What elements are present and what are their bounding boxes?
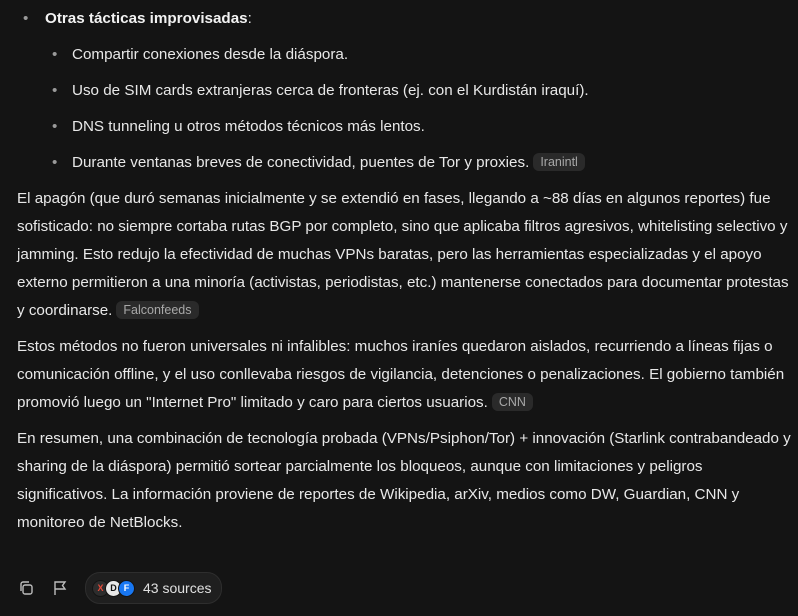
- source-pill-iranintl[interactable]: Iranintl: [533, 153, 585, 171]
- response-actions: [17, 572, 222, 604]
- bullet-dot: •: [52, 82, 58, 99]
- sub-list-item: [45, 113, 792, 141]
- bullet-improvised-tactics: [17, 5, 792, 177]
- paragraph-text: Estos métodos no fueron universales ni infalibles: muchos iraníes quedaron aislados, recurriendo a líneas fijas o comunicación offline, y el uso conllevaba riesgos de vigilancia, detenciones o penalizaciones. El gobierno también promovió luego un "Internet Pro" limitado y caro para ciertos usuarios.: [17, 338, 785, 411]
- bullet-dot: •: [52, 46, 58, 63]
- sources-button[interactable]: [85, 572, 222, 604]
- response-content: [17, 5, 792, 545]
- copy-icon[interactable]: [17, 579, 35, 597]
- sub-list-item: [45, 149, 792, 177]
- source-pill-falconfeeds[interactable]: Falconfeeds: [116, 301, 198, 319]
- sources-count-label: 43 sources: [143, 580, 212, 596]
- paragraph-blackout: [17, 185, 792, 325]
- sub-list: [45, 41, 792, 177]
- paragraph-text: El apagón (que duró semanas inicialmente y se extendió en fases, llegando a ~88 días en algunos reportes) fue sofisticado: no siempre cortaba rutas BGP por completo, sino que aplicaba filtros agresivos, whitelisting selectivo y jamming. Esto redujo la efectividad de muchas VPNs baratas, pero las herramientas especializadas y el apoyo externo permitieron a una minoría (activistas, periodistas, etc.) mantenerse conectados para documentar protestas y coordinarse.: [17, 190, 789, 319]
- sub-list-item-text: Compartir conexiones desde la diáspora.: [72, 46, 349, 63]
- source-pill-cnn[interactable]: CNN: [492, 393, 533, 411]
- sub-list-item-text: Durante ventanas breves de conectividad, puentes de Tor y proxies.: [72, 154, 530, 171]
- source-favicon-f-icon: F: [118, 580, 135, 597]
- sub-list-item: [45, 41, 792, 69]
- sub-list-item-text: DNS tunneling u otros métodos técnicos más lentos.: [72, 118, 425, 135]
- bullet-dot: •: [52, 154, 58, 171]
- paragraph-limitations: [17, 333, 792, 417]
- bullet-dot: •: [52, 118, 58, 135]
- sub-list-item: [45, 77, 792, 105]
- paragraph-text: En resumen, una combinación de tecnología probada (VPNs/Psiphon/Tor) + innovación (Starlink contrabandeado y sharing de la diáspora) permitió sortear parcialmente los bloqueos, aunque con limitaciones y peligros significativos. La información proviene de reportes de Wikipedia, arXiv, medios como DW, Guardian, CNN y monitoreo de NetBlocks.: [17, 430, 791, 531]
- flag-icon[interactable]: [51, 579, 69, 597]
- bullet-heading: Otras tácticas improvisadas: [45, 10, 248, 27]
- source-favicon-x-icon: X: [92, 580, 109, 597]
- sub-list-item-text: Uso de SIM cards extranjeras cerca de fronteras (ej. con el Kurdistán iraquí).: [72, 82, 589, 99]
- source-favicon-d-icon: D: [105, 580, 122, 597]
- bullet-dot: •: [23, 10, 29, 27]
- paragraph-summary: [17, 425, 792, 537]
- heading-colon: :: [247, 10, 252, 27]
